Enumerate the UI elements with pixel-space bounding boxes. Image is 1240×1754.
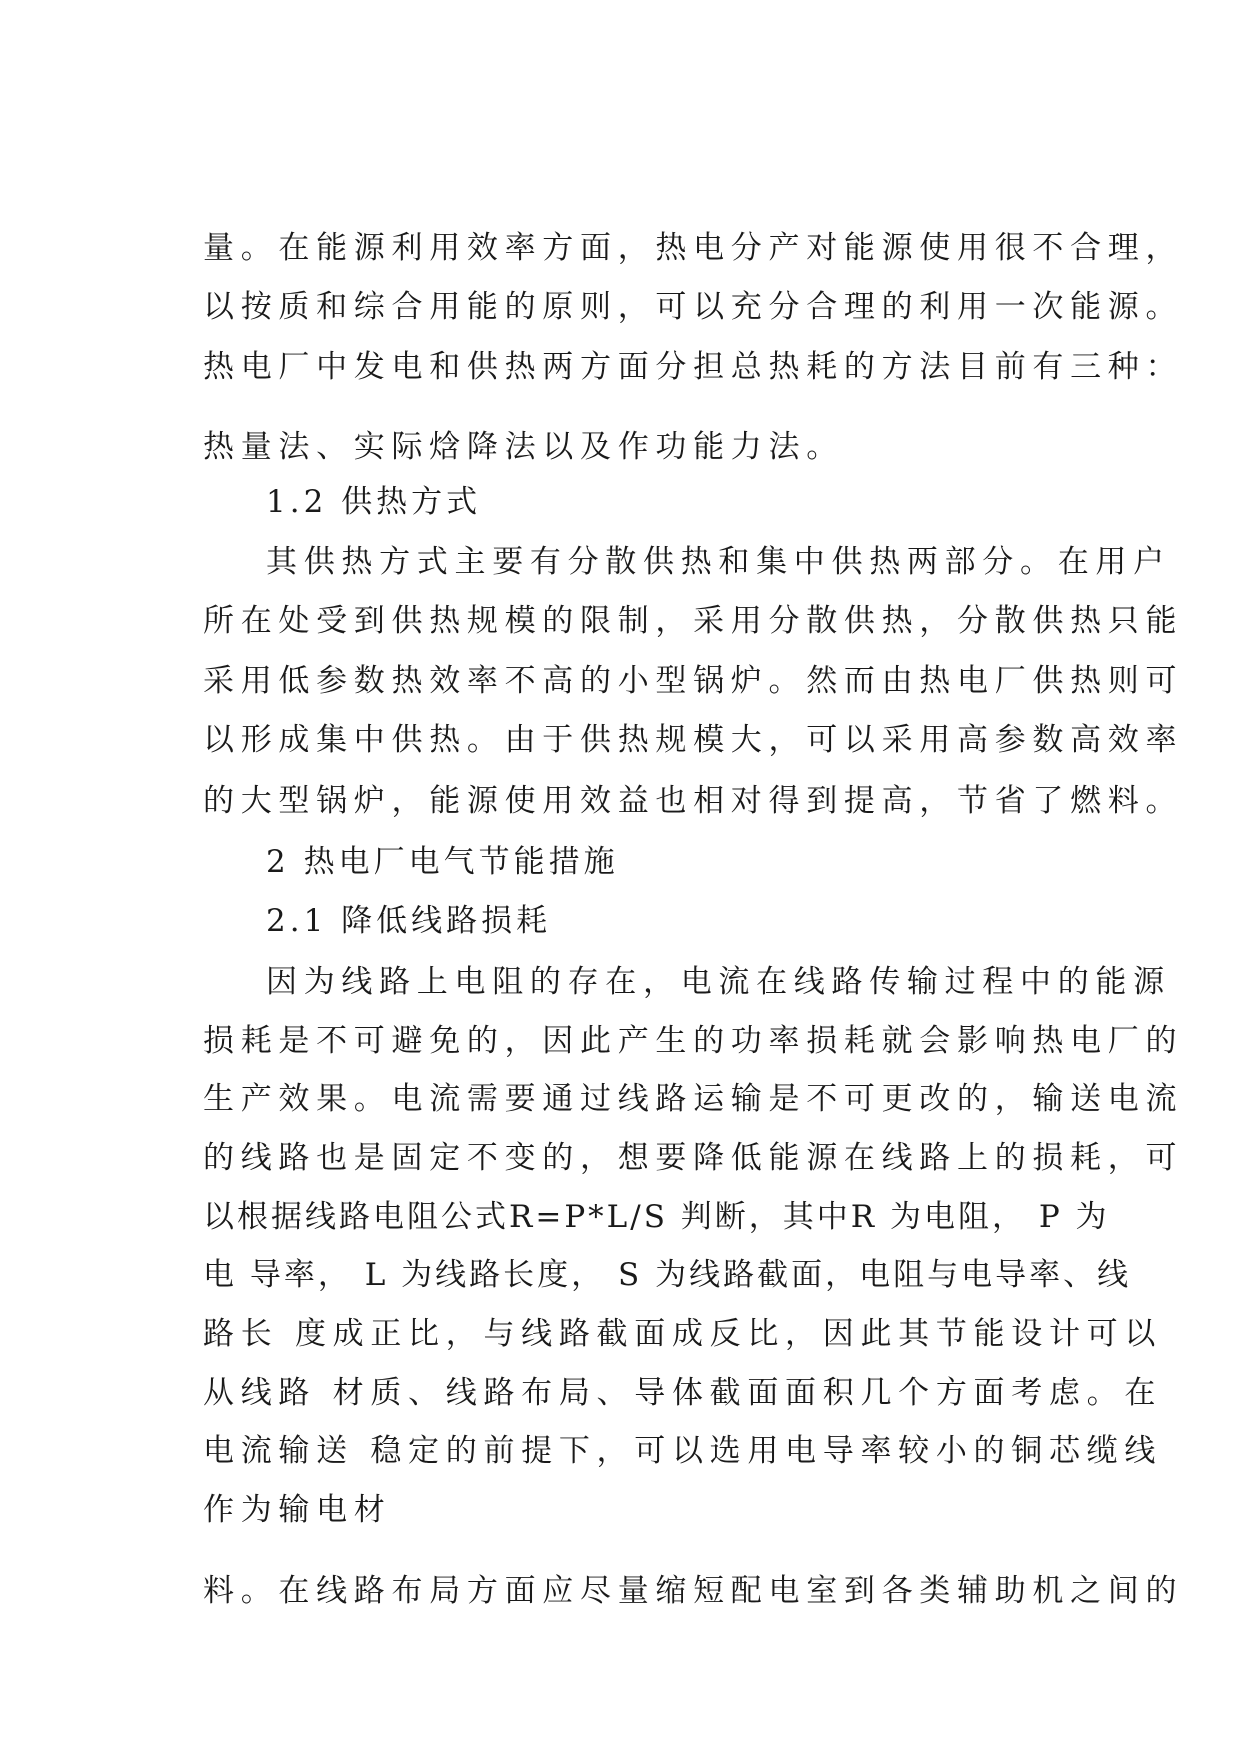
section-heading: 1.2 供热方式 (266, 484, 482, 520)
body-text-line: 以形成集中供热。由于供热规模大，可以采用高参数高效率 (203, 722, 1184, 758)
body-text-line: 所在处受到供热规模的限制，采用分散供热，分散供热只能 (203, 603, 1184, 639)
body-text-line: 损耗是不可避免的，因此产生的功率损耗就会影响热电厂的 (203, 1023, 1184, 1059)
paragraph-first-line: 其供热方式主要有分散供热和集中供热两部分。在用户 (266, 544, 1171, 580)
body-text-line: 的线路也是固定不变的，想要降低能源在线路上的损耗，可 (203, 1140, 1184, 1176)
body-text-line: 采用低参数热效率不高的小型锅炉。然而由热电厂供热则可 (203, 663, 1184, 699)
body-text-line: 以根据线路电阻公式R=P*L/S 判断，其中R 为电阻， P 为 (203, 1199, 1110, 1235)
paragraph-first-line: 因为线路上电阻的存在，电流在线路传输过程中的能源 (266, 964, 1171, 1000)
body-text-line: 从线路 材质、线路布局、导体截面面积几个方面考虑。在 (203, 1375, 1163, 1411)
body-text-line: 热电厂中发电和供热两方面分担总热耗的方法目前有三种： (203, 349, 1184, 385)
body-text-line: 料。在线路布局方面应尽量缩短配电室到各类辅助机之间的 (203, 1573, 1184, 1609)
subsection-heading: 2.1 降低线路损耗 (266, 903, 552, 939)
body-text-line: 生产效果。电流需要通过线路运输是不可更改的，输送电流 (203, 1081, 1184, 1117)
body-text-line: 电 导率， L 为线路长度， S 为线路截面，电阻与电导率、线 (203, 1257, 1132, 1293)
body-text-line: 电流输送 稳定的前提下，可以选用电导率较小的铜芯缆线 (203, 1433, 1163, 1469)
body-text-line: 的大型锅炉，能源使用效益也相对得到提高，节省了燃料。 (203, 783, 1184, 819)
body-text-line: 作为输电材 (203, 1492, 392, 1528)
body-text-line: 热量法、实际焓降法以及作功能力法。 (203, 429, 844, 465)
body-text-line: 路长 度成正比，与线路截面成反比，因此其节能设计可以 (203, 1316, 1163, 1352)
body-text-line: 以按质和综合用能的原则，可以充分合理的利用一次能源。 (203, 289, 1184, 325)
body-text-line: 量。在能源利用效率方面，热电分产对能源使用很不合理， (203, 230, 1184, 266)
section-heading: 2 热电厂电气节能措施 (266, 844, 619, 880)
